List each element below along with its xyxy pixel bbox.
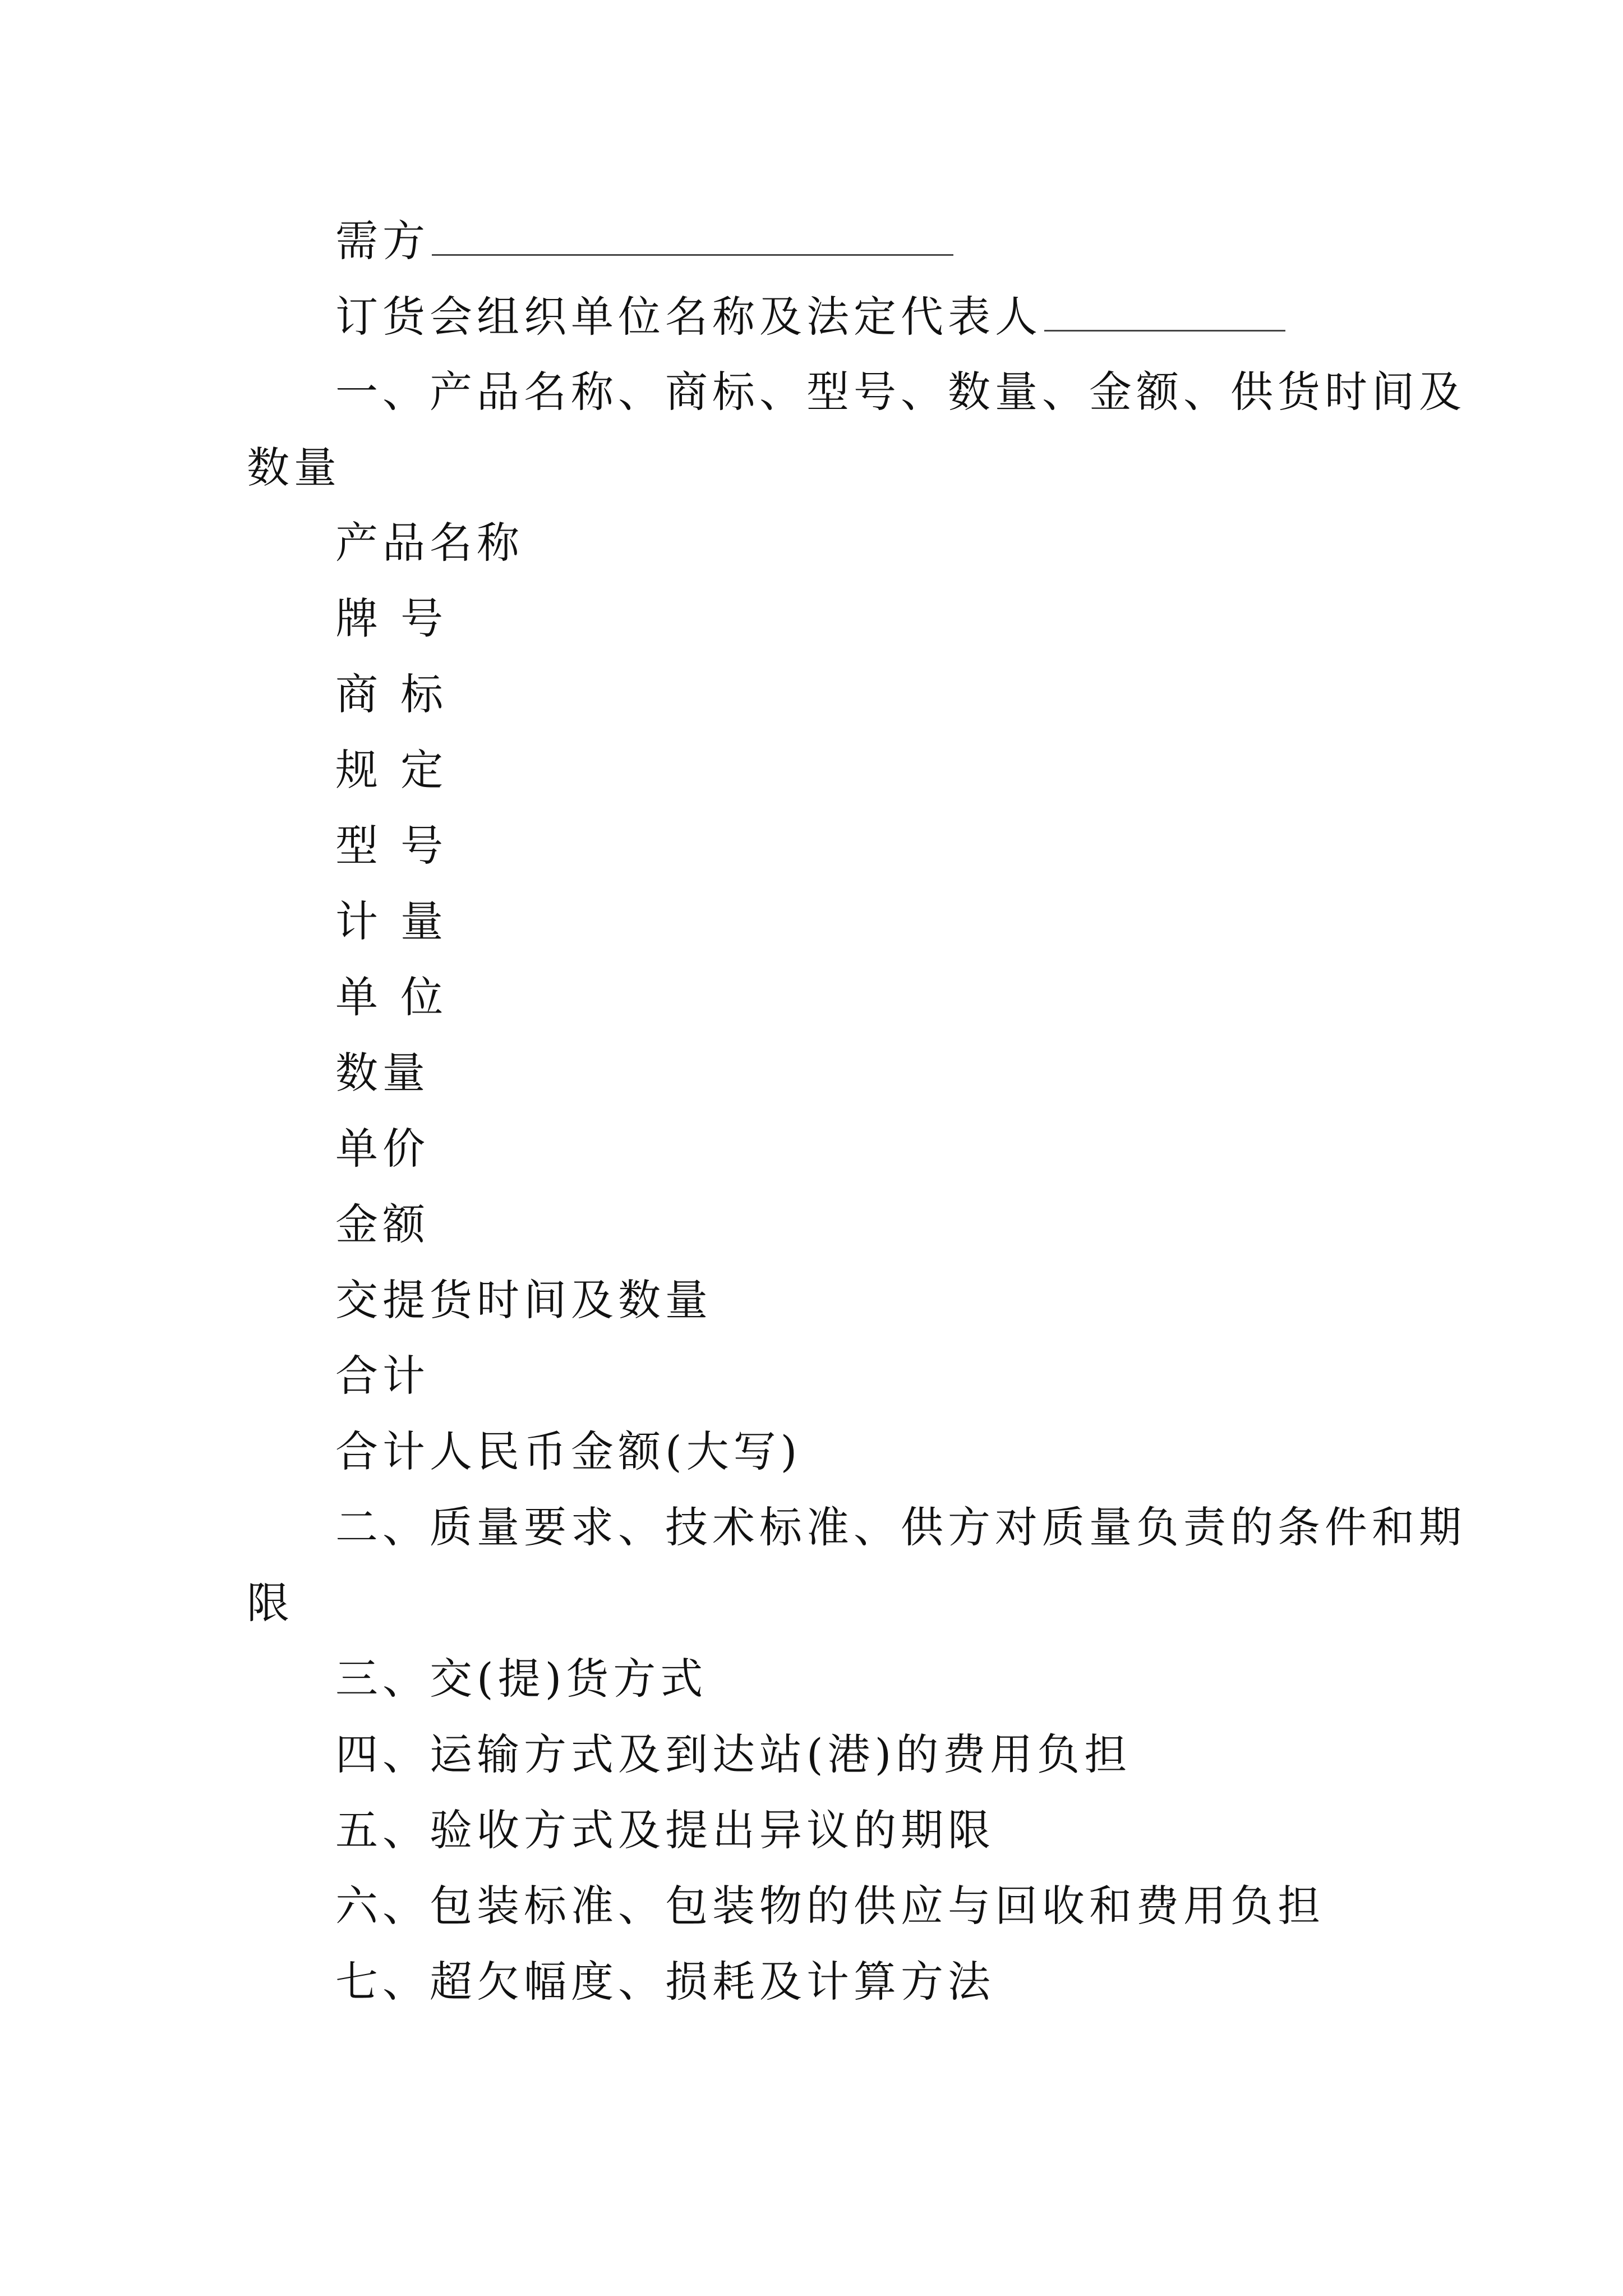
section-6-heading — [247, 1881, 1491, 1931]
blank-line — [1044, 329, 1285, 332]
section-text-continued: 数量 — [247, 443, 341, 493]
section-7-heading — [247, 1957, 1491, 2007]
blank-line — [432, 254, 953, 256]
item-text: 型 号 — [335, 821, 448, 871]
field-label: 需方 — [335, 216, 430, 266]
section-2-heading — [247, 1502, 1491, 1552]
item-text: 商 标 — [335, 669, 448, 719]
list-item — [247, 821, 1491, 871]
item-text: 合计人民币金额(大写) — [335, 1427, 802, 1476]
section-2-continuation — [247, 1578, 294, 1628]
section-text: 七、超欠幅度、损耗及计算方法 — [335, 1957, 995, 2007]
item-text: 单 位 — [335, 972, 448, 1022]
section-5-heading — [247, 1805, 1491, 1855]
list-item — [247, 745, 1491, 795]
list-item — [247, 1351, 1491, 1401]
list-item — [247, 593, 1491, 643]
item-text: 计 量 — [335, 896, 448, 946]
item-text: 合计 — [335, 1351, 430, 1401]
field-organizer — [247, 292, 1491, 342]
section-text: 三、交(提)货方式 — [335, 1654, 708, 1704]
field-demand-party — [247, 216, 1491, 266]
item-text: 金额 — [335, 1199, 430, 1249]
section-text: 一、产品名称、商标、型号、数量、金额、供货时间及 — [335, 367, 1466, 417]
list-item — [247, 518, 1491, 568]
section-1-continuation — [247, 443, 341, 493]
item-text: 交提货时间及数量 — [335, 1275, 712, 1325]
section-text: 六、包装标准、包装物的供应与回收和费用负担 — [335, 1881, 1325, 1931]
section-text-continued: 限 — [247, 1578, 294, 1628]
section-text: 二、质量要求、技术标准、供方对质量负责的条件和期 — [335, 1502, 1466, 1552]
item-text: 牌 号 — [335, 593, 448, 643]
section-4-heading — [247, 1729, 1491, 1779]
item-text: 规 定 — [335, 745, 448, 795]
item-text: 数量 — [335, 1048, 430, 1098]
list-item — [247, 896, 1491, 946]
list-item — [247, 669, 1491, 719]
list-item — [247, 972, 1491, 1022]
list-item — [247, 1275, 1491, 1325]
section-text: 五、验收方式及提出异议的期限 — [335, 1805, 995, 1855]
item-text: 产品名称 — [335, 518, 524, 568]
list-item — [247, 1124, 1491, 1174]
section-text: 四、运输方式及到达站(港)的费用负担 — [335, 1729, 1132, 1779]
list-item — [247, 1427, 1491, 1476]
section-3-heading — [247, 1654, 1491, 1704]
item-text: 单价 — [335, 1124, 430, 1174]
field-label: 订货会组织单位名称及法定代表人 — [335, 292, 1042, 342]
list-item — [247, 1048, 1491, 1098]
list-item — [247, 1199, 1491, 1249]
section-1-heading — [247, 367, 1491, 417]
